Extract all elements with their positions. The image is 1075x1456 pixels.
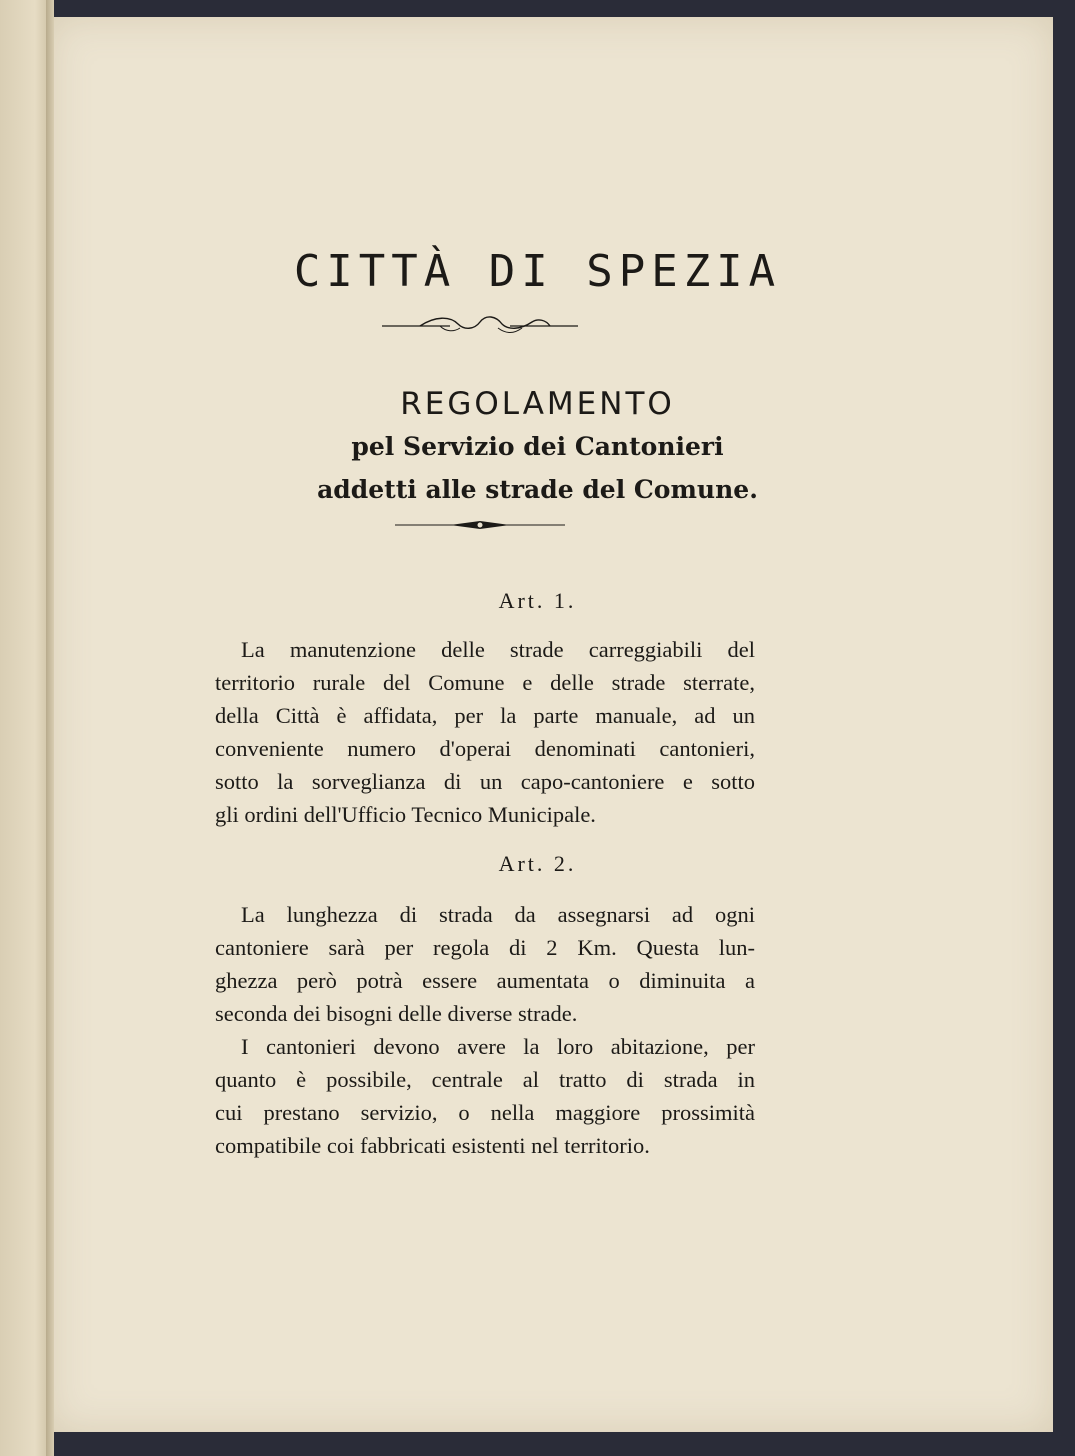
text-line: La lunghezza di strada da assegnarsi ad ogni: [241, 902, 755, 927]
text-line: territorio rurale del Comune e delle strade sterrate,: [215, 670, 755, 695]
text-line: La manutenzione delle strade carreggiabili del: [241, 637, 755, 662]
flourish-ornament-icon: [380, 312, 580, 336]
article-2-paragraph-1: [215, 898, 755, 1030]
subtitle-line-1: pel Servizio dei Cantonieri: [351, 432, 724, 461]
text-line: della Città è affidata, per la parte manuale, ad un: [215, 703, 755, 728]
article-1-paragraph: [215, 633, 755, 831]
city-title: CITTÀ DI SPEZIA: [293, 246, 782, 297]
text-line: gli ordini dell'Ufficio Tecnico Municipale.: [215, 802, 596, 827]
previous-page-edge: [0, 0, 50, 1456]
text-line: sotto la sorveglianza di un capo-cantoniere e sotto: [215, 769, 755, 794]
text-line: cantoniere sarà per regola di 2 Km. Questa lun-: [215, 935, 755, 960]
text-line: seconda dei bisogni delle diverse strade.: [215, 1001, 578, 1026]
text-line: ghezza però potrà essere aumentata o diminuita a: [215, 968, 755, 993]
text-line: compatibile coi fabbricati esistenti nel territorio.: [215, 1133, 650, 1158]
text-line: cui prestano servizio, o nella maggiore prossimità: [215, 1100, 755, 1125]
book-gutter: [46, 0, 54, 1456]
article-2-paragraph-2: [215, 1030, 755, 1162]
document-title: REGOLAMENTO: [400, 386, 675, 422]
text-line: conveniente numero d'operai denominati cantonieri,: [215, 736, 755, 761]
article-2-heading: Art. 2.: [498, 851, 577, 876]
text-line: quanto è possibile, centrale al tratto di strada in: [215, 1067, 755, 1092]
divider-ornament-icon: [395, 515, 565, 535]
article-1-heading: Art. 1.: [498, 588, 577, 613]
subtitle-line-2: addetti alle strade del Comune.: [317, 475, 758, 504]
text-line: I cantonieri devono avere la loro abitazione, per: [241, 1034, 755, 1059]
